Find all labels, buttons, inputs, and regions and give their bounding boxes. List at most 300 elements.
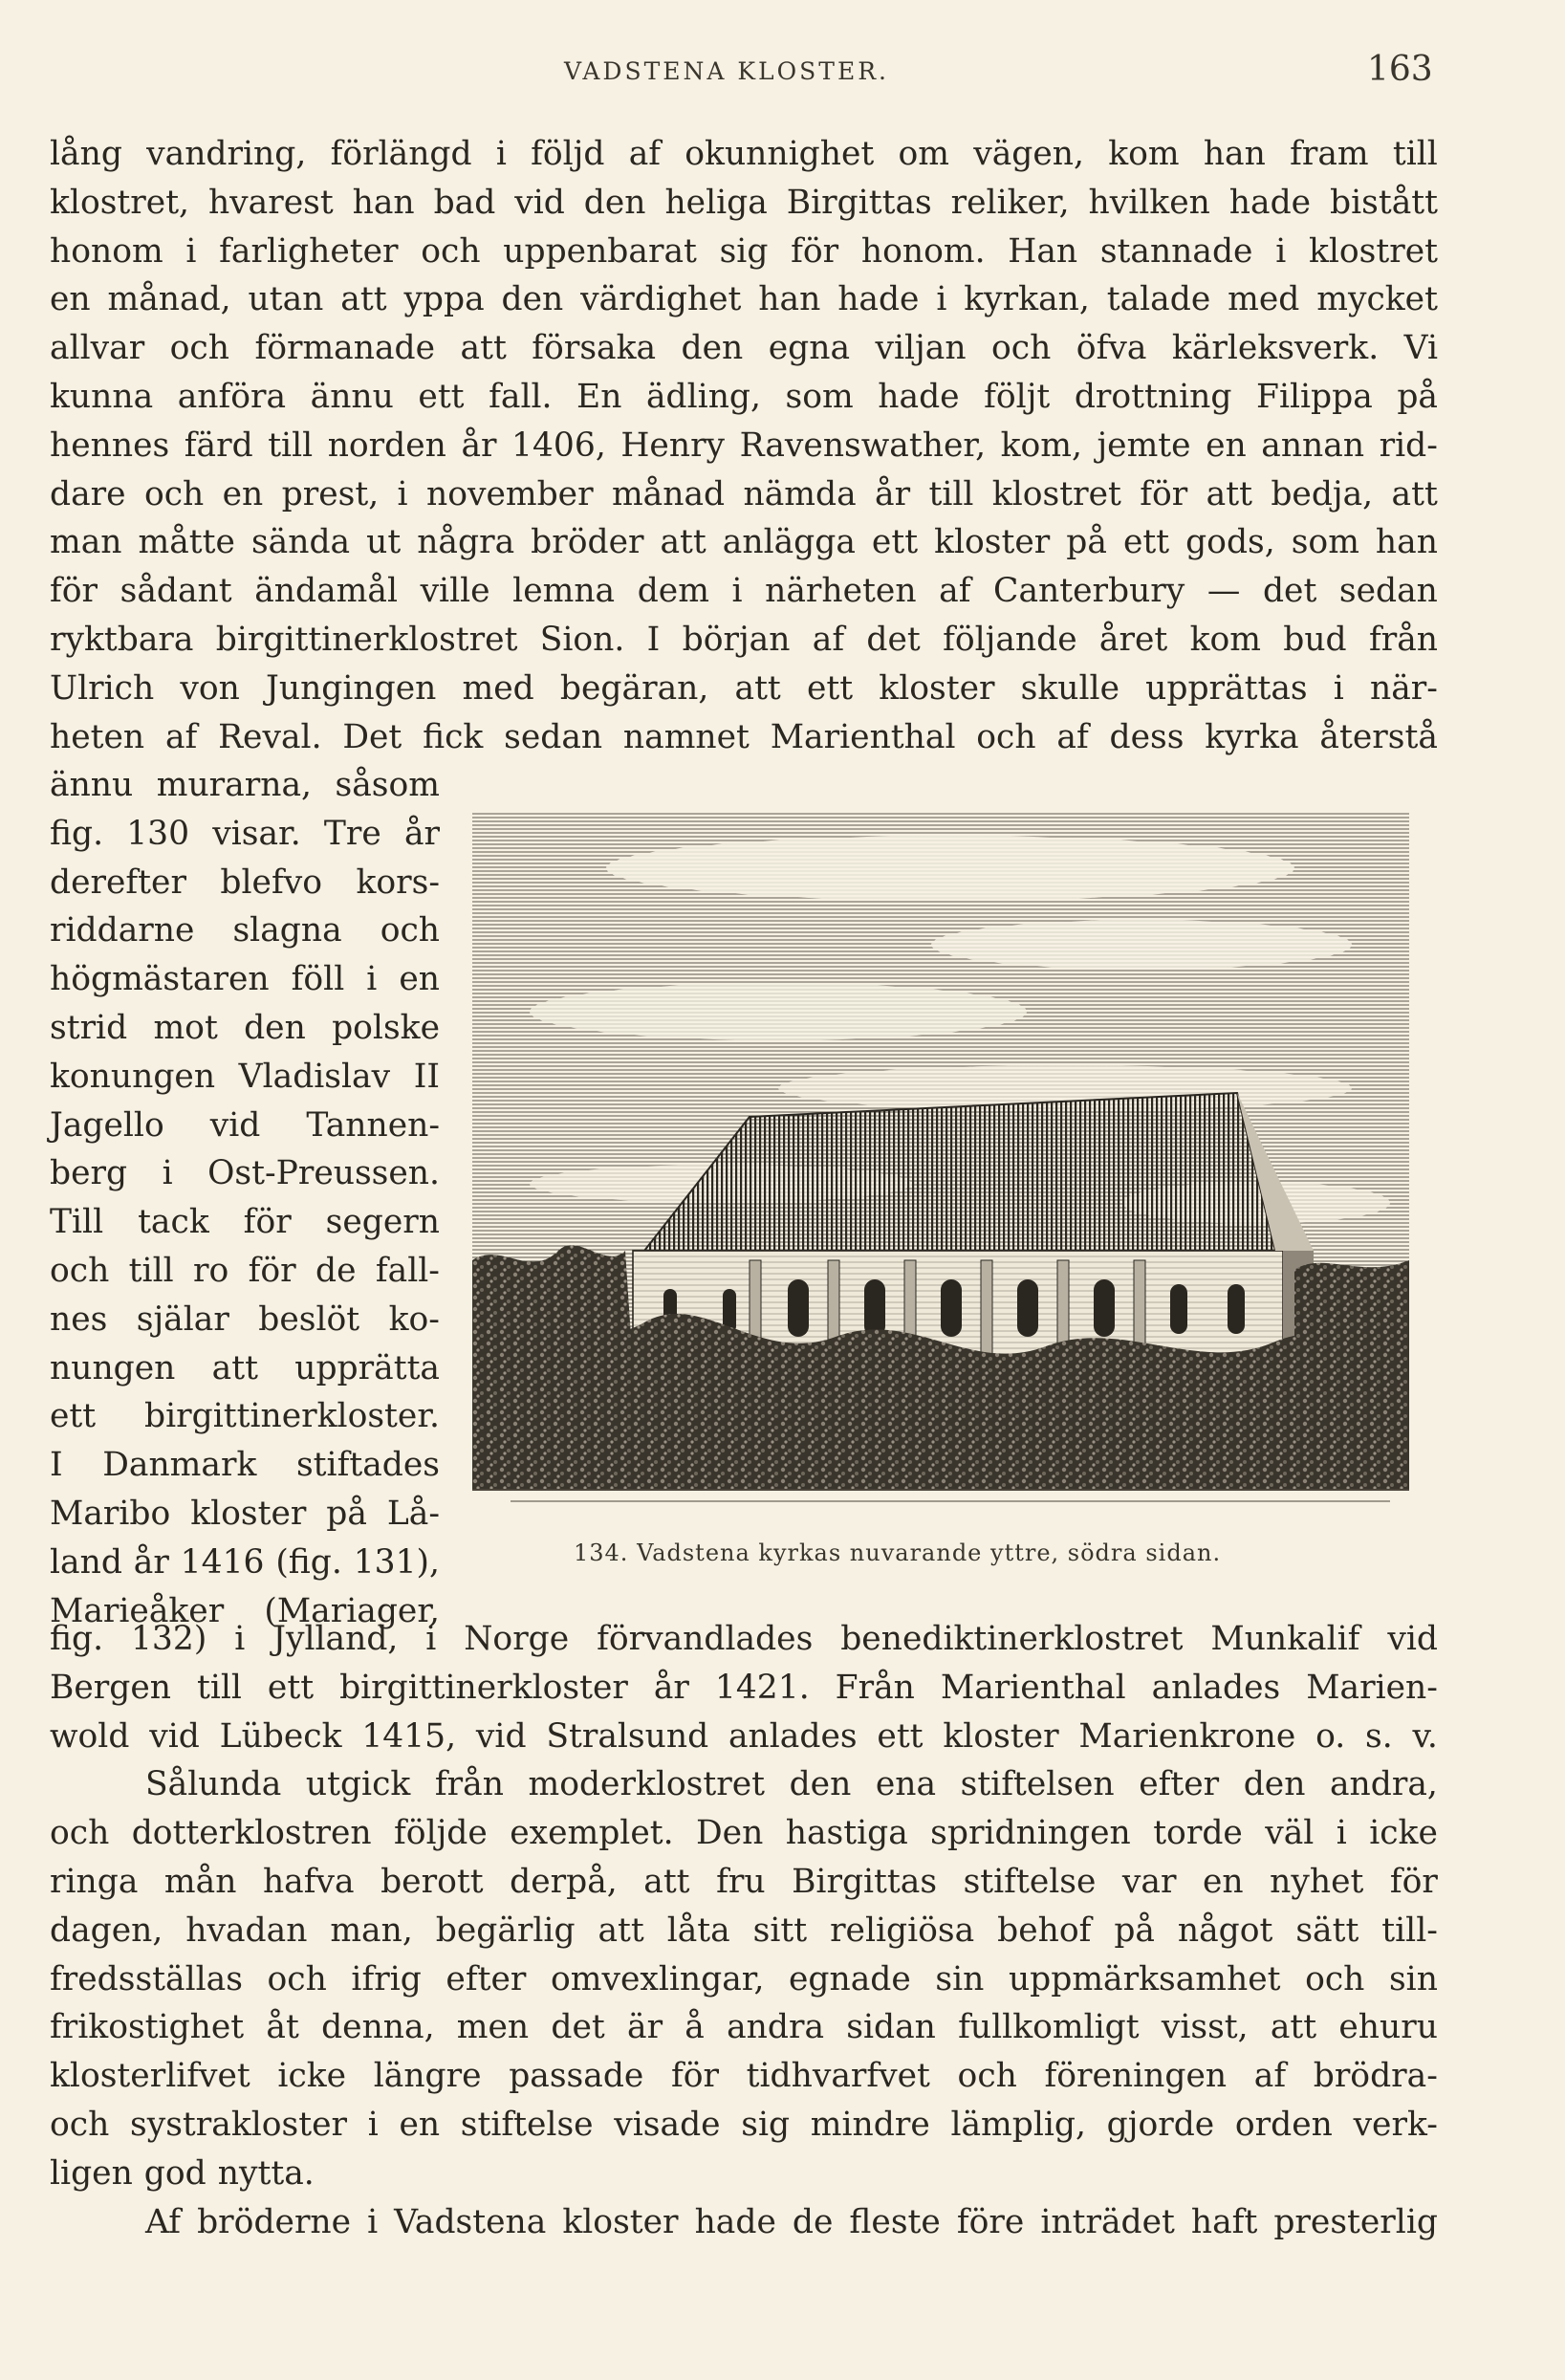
word: till (928, 474, 974, 513)
word: Ost-Preussen. (207, 1154, 440, 1193)
word: i (495, 135, 507, 173)
word: och (50, 2105, 110, 2144)
word: till (128, 1251, 174, 1290)
text-line (50, 1907, 1438, 1955)
word: kloster (562, 2202, 679, 2241)
word: birgittinerkloster. (144, 1397, 440, 1436)
word: den (583, 183, 646, 222)
text-line (50, 2150, 1438, 2198)
word: Stralsund (546, 1716, 709, 1756)
word: land (50, 1542, 122, 1582)
word: nytta. (217, 2153, 315, 2193)
word: yppa (403, 280, 485, 319)
word: blefvo (220, 862, 322, 902)
word: mot (153, 1008, 218, 1047)
word: kloster (943, 1716, 1059, 1756)
word: namnet (622, 717, 750, 756)
word: Henry (620, 426, 726, 465)
word: Marienkrone (1078, 1716, 1296, 1756)
word: begäran, (559, 668, 709, 708)
word: ringa (50, 1862, 139, 1901)
text-line (50, 228, 1438, 276)
word: wold (50, 1716, 130, 1756)
word: och (143, 474, 205, 513)
word: i (1275, 231, 1287, 271)
word: vid (475, 1716, 527, 1756)
word: ett (418, 377, 465, 416)
word: år (875, 474, 911, 513)
word: i (1333, 668, 1344, 708)
word: von (180, 668, 240, 708)
word: skulle (1020, 668, 1119, 708)
text-line (50, 955, 440, 1004)
word: I (50, 1446, 63, 1485)
word: Marienthal (770, 717, 956, 756)
word: och (50, 1814, 110, 1853)
word: farligheter (219, 231, 399, 271)
word: före (956, 2202, 1025, 2241)
word: hade (878, 377, 960, 416)
word: Ravenswather, (739, 426, 987, 465)
word: mindre (810, 2105, 930, 2144)
text-line (50, 1198, 440, 1247)
word: hafva (262, 1862, 355, 1901)
word: något (1177, 1911, 1273, 1950)
word: kloster (934, 523, 1051, 562)
word: han (1203, 135, 1266, 173)
word: nyhet (1270, 1862, 1364, 1901)
word: efter (446, 1959, 527, 1998)
word: en (1206, 426, 1247, 465)
body-text-narrow-column (50, 761, 440, 1635)
word: Lübeck (219, 1716, 342, 1756)
word: norden (327, 426, 446, 465)
word: derpå, (510, 1862, 618, 1901)
word: gods, (1185, 523, 1275, 562)
text-line (50, 761, 440, 810)
word: anlades (728, 1716, 858, 1756)
word: själar (136, 1299, 229, 1339)
text-line (50, 1615, 1438, 1664)
word: att (598, 1911, 644, 1950)
word: I (646, 620, 661, 659)
word: stiftades (295, 1446, 440, 1485)
word: när- (1370, 668, 1438, 708)
word: början (682, 620, 791, 659)
word: längre (373, 2057, 482, 2096)
text-line (50, 179, 1438, 228)
word: gjorde (1106, 2105, 1215, 2144)
word: en (1202, 1862, 1244, 1901)
word: honom (50, 231, 163, 271)
word: att (660, 523, 706, 562)
word: ett (267, 1668, 315, 1707)
word: berott (380, 1862, 484, 1901)
word: tack (138, 1203, 209, 1242)
word: klostret, (50, 183, 190, 222)
word: ädling, (645, 377, 761, 416)
word: brödra- (1313, 2057, 1438, 2096)
word: 1406, (511, 426, 606, 465)
word: egnade (789, 1959, 911, 1998)
word: kors- (356, 862, 440, 902)
word: för (50, 572, 98, 611)
word: att (460, 329, 507, 368)
word: Lå- (386, 1494, 440, 1533)
word: ännu (50, 766, 134, 804)
word: en (399, 2105, 441, 2144)
word: nes (50, 1299, 108, 1339)
word: att (1270, 2008, 1317, 2047)
body-text-bottom (50, 1615, 1438, 2246)
word: ett (50, 1397, 97, 1436)
word: birgittinerkloster (339, 1668, 628, 1707)
word: sig (719, 231, 769, 271)
word: Ulrich (50, 668, 155, 708)
text-line (50, 665, 1438, 713)
word: några (417, 523, 515, 562)
text-line (50, 518, 1438, 567)
word: på (1114, 1911, 1155, 1950)
word: i (185, 231, 197, 271)
word: sin (1388, 1959, 1438, 1998)
word: viljan (875, 329, 967, 368)
word: Filippa (1256, 377, 1373, 416)
word: andra, (1329, 1765, 1438, 1804)
text-line (50, 567, 1438, 616)
word: i (367, 2202, 379, 2241)
word: och (957, 2057, 1017, 2096)
word: och (267, 1959, 327, 1998)
word: visar. (212, 814, 301, 853)
word: ett (877, 1716, 924, 1756)
word: upprätta (294, 1348, 440, 1387)
word: birgittinerklostret (215, 620, 518, 659)
body-text-top (50, 130, 1438, 761)
word: bröderne (197, 2202, 352, 2241)
figure-caption: 134. Vadstena kyrkas nuvarande yttre, södra sidan. (574, 1539, 1222, 1566)
word: 1416 (180, 1542, 265, 1582)
word: november (425, 474, 594, 513)
word: den (681, 329, 744, 368)
word: förmanade (254, 329, 436, 368)
running-title: VADSTENA KLOSTER. (564, 57, 889, 85)
word: ett (806, 668, 854, 708)
word: rid- (1379, 426, 1438, 465)
word: af (1253, 2057, 1287, 2096)
word: väl (1265, 1814, 1315, 1853)
word: på (1397, 377, 1438, 416)
word: ett (1122, 523, 1170, 562)
word: sitt (752, 1911, 808, 1950)
word: till (1392, 135, 1438, 173)
word: omvexlingar, (550, 1959, 765, 1998)
word: vägen, (973, 135, 1084, 173)
text-line (50, 1149, 440, 1198)
word: år (461, 426, 497, 465)
word: närheten (765, 572, 917, 611)
word: af (628, 135, 662, 173)
word: och (976, 717, 1036, 756)
word: kom (1108, 135, 1180, 173)
word: för (670, 2057, 719, 2096)
word: att (1206, 474, 1252, 513)
text-line (50, 130, 1438, 179)
word: uppmärksamhet (1008, 1959, 1281, 1998)
word: polske (332, 1008, 440, 1047)
word: och (991, 329, 1052, 368)
word: år (403, 814, 440, 853)
word: fru (716, 1862, 766, 1901)
text-line (50, 2101, 1438, 2150)
word: år (133, 1542, 169, 1582)
word: s. (1365, 1716, 1393, 1756)
word: Danmark (102, 1446, 257, 1485)
word: orden (1234, 2105, 1333, 2144)
word: talade (1106, 280, 1211, 319)
engraving-figure (472, 801, 1409, 1566)
word: vid (149, 1716, 200, 1756)
word: Marieåker (50, 1591, 225, 1630)
word: hvadan (185, 1911, 308, 1950)
word: sin (935, 1959, 985, 1998)
word: förlängd (330, 135, 472, 173)
word: sätt (1295, 1911, 1359, 1950)
word: En (576, 377, 622, 416)
word: Tre (323, 814, 381, 853)
word: Norge (464, 1620, 570, 1658)
word: måtte (138, 523, 235, 562)
text-line (50, 810, 440, 859)
word: vandring, (146, 135, 307, 173)
word: 1421. (714, 1668, 810, 1707)
word: 131), (353, 1542, 440, 1582)
word: bistått (1330, 183, 1438, 222)
word: värdighet (580, 280, 742, 319)
word: sedan (504, 717, 603, 756)
word: fig. (50, 1620, 104, 1658)
word: segern (325, 1203, 440, 1242)
word: återstå (1319, 717, 1438, 756)
word: fram (1290, 135, 1369, 173)
text-line (50, 1858, 1438, 1907)
word: till- (1381, 1911, 1438, 1950)
word: (Mariager, (264, 1591, 440, 1630)
word: och (380, 911, 440, 950)
word: Bergen (50, 1668, 171, 1707)
text-line (50, 859, 440, 907)
word: som (785, 377, 854, 416)
text-line (50, 275, 1438, 324)
word: systrakloster (130, 2105, 348, 2144)
word: denna, (321, 2008, 435, 2047)
word: af (1056, 717, 1089, 756)
text-line (50, 1713, 1438, 1761)
word: färd (184, 426, 253, 465)
word: moderklostret (528, 1765, 766, 1804)
word: Maribo (50, 1494, 171, 1533)
word: strid (50, 1008, 128, 1047)
word: upprättas (1145, 668, 1308, 708)
word: att (734, 668, 781, 708)
word: anlades (1151, 1668, 1281, 1707)
word: jemte (1097, 426, 1191, 465)
word: ehuru (1338, 2008, 1438, 2047)
word: Af (145, 2202, 182, 2241)
word: att (211, 1348, 258, 1387)
text-line (50, 1955, 1438, 2004)
word: Birgittas (786, 183, 932, 222)
word: hade (837, 280, 920, 319)
word: Det (342, 717, 402, 756)
word: men (456, 2008, 530, 2047)
word: Vi (1403, 329, 1438, 368)
word: i (162, 1154, 173, 1193)
word: vid (514, 183, 565, 222)
word: att (643, 1862, 690, 1901)
text-line (50, 1004, 440, 1053)
text-line (50, 1539, 440, 1587)
text-line (50, 2052, 1438, 2101)
word: dem (637, 572, 709, 611)
word: icke (1369, 1814, 1438, 1853)
word: spridningen (930, 1814, 1131, 1853)
word: prest, (281, 474, 380, 513)
text-line (50, 1490, 440, 1539)
word: derefter (50, 862, 186, 902)
word: 1415, (361, 1716, 457, 1756)
word: året (1098, 620, 1168, 659)
word: Sålunda (145, 1765, 282, 1804)
word: mån (163, 1862, 237, 1901)
word: det (866, 620, 921, 659)
word: — (1206, 572, 1241, 611)
word: med (462, 668, 534, 708)
word: slagna (232, 911, 342, 950)
word: Jungingen (266, 668, 437, 708)
word: Vladislav (238, 1057, 391, 1096)
text-line (50, 470, 1438, 519)
word: för (1389, 1862, 1438, 1901)
word: haft (1190, 2202, 1258, 2241)
word: tidhvarfvet (746, 2057, 930, 2096)
text-line (50, 1344, 440, 1393)
word: af (164, 717, 198, 756)
text-line (50, 1247, 440, 1296)
word: passade (509, 2057, 644, 2096)
word: Han (1008, 231, 1078, 271)
word: bröder (531, 523, 644, 562)
word: det (551, 2008, 605, 2047)
word: följt (984, 377, 1051, 416)
word: föreningen (1044, 2057, 1228, 2096)
word: man (50, 523, 122, 562)
word: hvilken (1088, 183, 1210, 222)
word: Den (696, 1814, 764, 1853)
word: berg (50, 1154, 128, 1193)
word: i (936, 280, 947, 319)
word: år (653, 1668, 689, 1707)
word: föll (291, 960, 345, 999)
word: nämda (743, 474, 857, 513)
word: den (789, 1765, 852, 1804)
word: Munkalif (1210, 1620, 1360, 1658)
word: egna (768, 329, 851, 368)
word: beslöt (258, 1299, 360, 1339)
word: utan (248, 280, 324, 319)
word: han (758, 280, 821, 319)
word: hennes (50, 426, 170, 465)
word: Birgittas (792, 1862, 938, 1901)
word: Marien- (1306, 1668, 1438, 1707)
text-line (50, 422, 1438, 470)
word: drottning (1074, 377, 1232, 416)
word: förvandlades (597, 1620, 814, 1658)
word: till (268, 426, 314, 465)
word: för (791, 231, 839, 271)
word: Marienthal (940, 1668, 1126, 1707)
word: stannade (1099, 231, 1253, 271)
word: sidan (846, 2008, 936, 2047)
word: i (367, 2105, 379, 2144)
word: 130 (126, 814, 190, 853)
word: den (1243, 1765, 1306, 1804)
word: visade (614, 2105, 721, 2144)
text-line (50, 1809, 1438, 1858)
word: verk- (1353, 2105, 1438, 2144)
word: bedja, (1271, 474, 1374, 513)
word: Till (50, 1203, 104, 1242)
word: och (421, 231, 481, 271)
word: stiftelsen (960, 1765, 1115, 1804)
text-line (50, 906, 440, 955)
word: (fig. (275, 1542, 342, 1582)
word: var (1121, 1862, 1177, 1901)
text-line (50, 1664, 1438, 1713)
word: är (627, 2008, 663, 2047)
word: reliker, (950, 183, 1070, 222)
text-line (50, 1392, 440, 1441)
word: kom, (1000, 426, 1082, 465)
running-head (0, 50, 1565, 98)
word: följande (943, 620, 1077, 659)
word: kyrkan, (964, 280, 1090, 319)
word: stiftelse (963, 1862, 1097, 1901)
word: en (399, 960, 440, 999)
text-line (50, 324, 1438, 373)
word: de (792, 2202, 834, 2241)
word: sig (741, 2105, 791, 2144)
word: Tannen- (306, 1105, 440, 1145)
word: mycket (1316, 280, 1438, 319)
word: II (413, 1057, 440, 1096)
word: man, (330, 1911, 413, 1950)
word: andra (727, 2008, 825, 2047)
word: försaka (532, 329, 657, 368)
word: sådant (120, 572, 232, 611)
word: vid (1387, 1620, 1438, 1658)
word: följde (394, 1814, 488, 1853)
word: med (1228, 280, 1300, 319)
word: för (243, 1203, 292, 1242)
word: behof (997, 1911, 1092, 1950)
word: dess (1109, 717, 1185, 756)
text-line (50, 1102, 440, 1150)
word: hade (694, 2202, 776, 2241)
word: uppenbarat (503, 231, 697, 271)
word: om (898, 135, 949, 173)
word: sända (250, 523, 351, 562)
